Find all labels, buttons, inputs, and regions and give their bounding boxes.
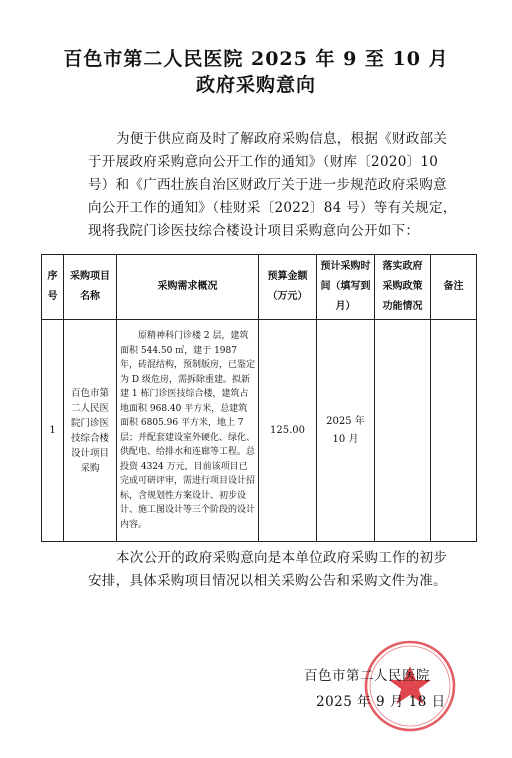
- signature-date: 2025 年 9 月 18 日: [316, 694, 446, 710]
- cell-time: 2025 年 10 月: [317, 320, 375, 542]
- cell-seq: 1: [42, 320, 64, 542]
- header-budget: 预算金额（万元）: [259, 255, 317, 320]
- cell-desc: 原精神科门诊楼 2 层，建筑面积 544.50 ㎡，建于 1987 年，砖混结构，预制版房，已鉴定为 D 级危房，需拆除重建。拟新建 1 栋门诊医技综合楼，建筑占地面积 968.40 平方米，总建筑面积 6805.96 平方米，地上 7 层；并配套建设室外硬化、绿化、供配电、给排水和连廊等工程。总投资 4324 万元，目前该项目已完成可研评审，需进行项目设计招标，含规划性方案设计、初步设计、施工图设计等三个阶段的设计内容。: [117, 320, 259, 542]
- header-name: 采购项目名称: [64, 255, 117, 320]
- procurement-table: [41, 254, 477, 542]
- closing-paragraph: 本次公开的政府采购意向是本单位政府采购工作的初步安排，具体采购项目情况以相关采购公告和采购文件为准。: [88, 550, 448, 589]
- header-seq: 序号: [42, 255, 64, 320]
- doc-title-line1: 百色市第二人民医院 2025 年 9 至 10 月: [63, 48, 449, 70]
- header-desc: 采购需求概况: [117, 255, 259, 320]
- cell-policy: [375, 320, 431, 542]
- cell-remark: [431, 320, 477, 542]
- table-row: [42, 320, 477, 542]
- official-seal-icon: [360, 636, 460, 736]
- intro-paragraph: 为便于供应商及时了解政府采购信息，根据《财政部关于开展政府采购意向公开工作的通知》（财库〔2020〕10 号）和《广西壮族自治区财政厅关于进一步规范政府采购意向公开工作的通知》（桂财采〔2022〕84 号）等有关规定，现将我院门诊医技综合楼设计项目采购意向公开如下：: [88, 131, 457, 239]
- signature-org: 百色市第二人民医院: [304, 668, 430, 684]
- header-time: 预计采购时间（填写到月）: [317, 255, 375, 320]
- header-policy: 落实政府采购政策功能情况: [375, 255, 431, 320]
- doc-title-line2: 政府采购意向: [195, 74, 316, 96]
- cell-name: 百色市第二人民医院门诊医技综合楼设计项目采购: [64, 320, 117, 542]
- table-header-row: [42, 255, 477, 320]
- cell-budget: 125.00: [259, 320, 317, 542]
- header-remark: 备注: [431, 255, 477, 320]
